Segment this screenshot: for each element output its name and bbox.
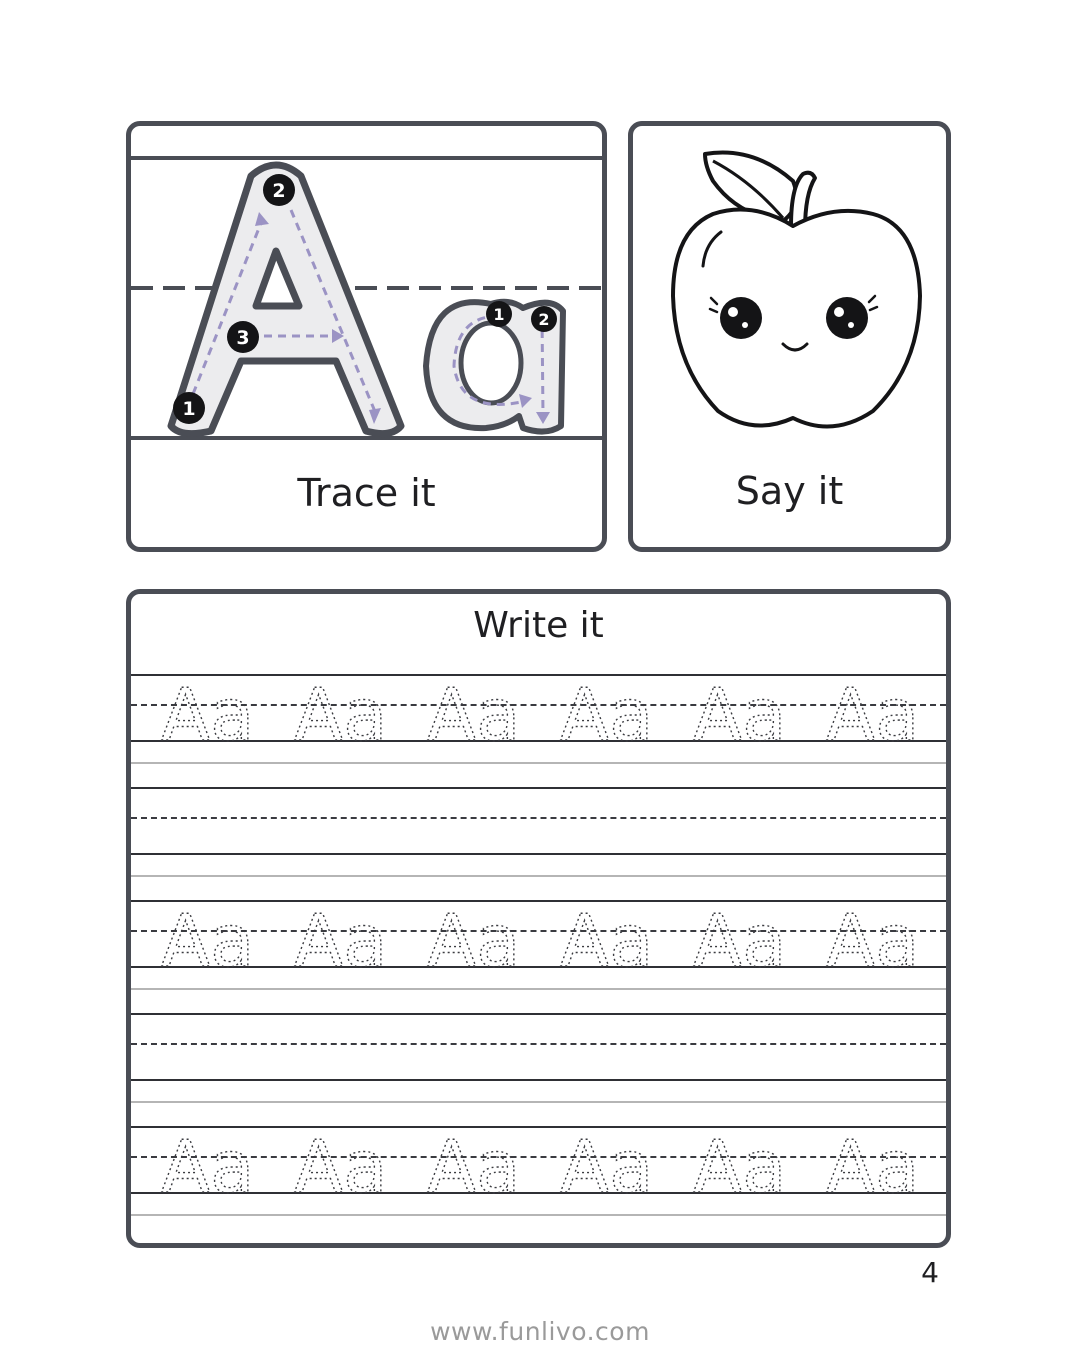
tracing-letter-pair: Aa bbox=[826, 674, 920, 746]
page-number: 4 bbox=[921, 1256, 939, 1289]
step-1-badge-lower bbox=[486, 301, 512, 327]
tracing-letter-pair: Aa bbox=[427, 674, 521, 746]
trace-it-panel bbox=[126, 121, 607, 552]
row-base-line bbox=[131, 1079, 946, 1081]
tracing-letter-pair: Aa bbox=[560, 900, 654, 972]
say-it-panel bbox=[628, 121, 951, 552]
tracing-letter-pair: Aa bbox=[560, 1126, 654, 1198]
step-2-label: 2 bbox=[272, 180, 286, 202]
tracing-letters bbox=[131, 900, 946, 972]
trace-caption: Trace it bbox=[297, 471, 436, 515]
tracing-letter-pair: Aa bbox=[693, 674, 787, 746]
row-mid-line bbox=[131, 817, 946, 819]
step-3-badge-upper bbox=[227, 321, 259, 353]
step-2-lower-label: 2 bbox=[538, 310, 550, 329]
write-caption: Write it bbox=[473, 605, 604, 646]
tracing-letter-pair: Aa bbox=[161, 900, 255, 972]
tracing-letter-pair: Aa bbox=[826, 900, 920, 972]
tracing-letter-pair: Aa bbox=[826, 1126, 920, 1198]
tracing-letter-pair: Aa bbox=[161, 1126, 255, 1198]
step-2-badge-upper bbox=[263, 174, 295, 206]
tracing-letter-pair: Aa bbox=[693, 900, 787, 972]
tracing-letters bbox=[131, 1126, 946, 1198]
step-1-label: 1 bbox=[182, 398, 196, 420]
tracing-letters bbox=[131, 674, 946, 746]
row-top-line bbox=[131, 1013, 946, 1015]
tracing-letter-pair: Aa bbox=[427, 900, 521, 972]
row-under-line bbox=[131, 762, 946, 764]
tracing-letter-pair: Aa bbox=[294, 900, 388, 972]
row-mid-line bbox=[131, 1043, 946, 1045]
tracing-letter-pair: Aa bbox=[560, 674, 654, 746]
footer-url: www.funlivo.com bbox=[430, 1317, 650, 1346]
step-2-badge-lower bbox=[531, 306, 557, 332]
row-top-line bbox=[131, 787, 946, 789]
tracing-letter-pair: Aa bbox=[294, 1126, 388, 1198]
say-caption: Say it bbox=[735, 469, 844, 513]
tracing-letter-pair: Aa bbox=[427, 1126, 521, 1198]
row-under-line bbox=[131, 1214, 946, 1216]
write-it-panel bbox=[126, 589, 951, 1248]
row-under-line bbox=[131, 1101, 946, 1103]
row-under-line bbox=[131, 988, 946, 990]
tracing-letter-pair: Aa bbox=[161, 674, 255, 746]
row-under-line bbox=[131, 875, 946, 877]
step-1-lower-label: 1 bbox=[493, 305, 505, 324]
step-3-label: 3 bbox=[236, 327, 250, 349]
tracing-letter-pair: Aa bbox=[693, 1126, 787, 1198]
step-1-badge-upper bbox=[173, 392, 205, 424]
tracing-letter-pair: Aa bbox=[294, 674, 388, 746]
row-base-line bbox=[131, 853, 946, 855]
